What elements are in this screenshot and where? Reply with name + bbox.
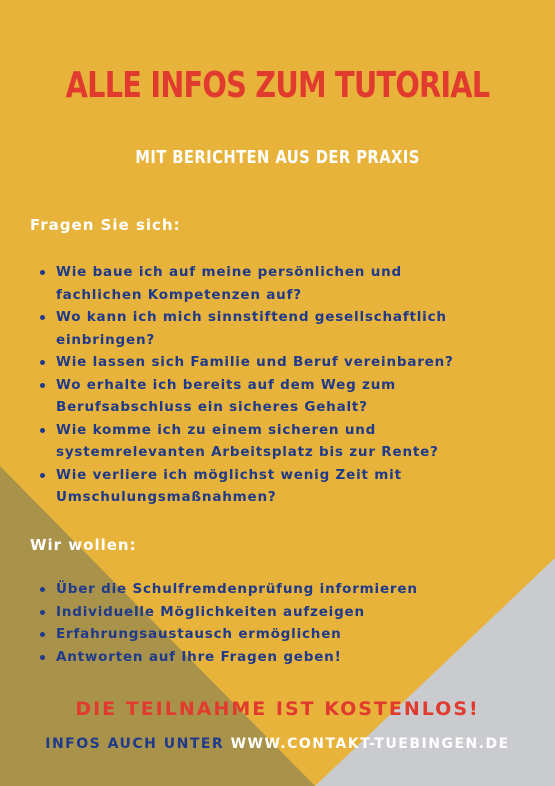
website-link[interactable]: WWW.CONTAKT-TUEBINGEN.DE <box>230 736 510 752</box>
list-item: Antworten auf Ihre Fragen geben! <box>38 646 543 669</box>
list-item: Über die Schulfremdenprüfung informieren <box>38 578 543 601</box>
list-item: Wo kann ich mich sinnstiftend gesellschaftlich einbringen? <box>38 306 543 351</box>
list-item: Wie baue ich auf meine persönlichen und fachlichen Kompetenzen auf? <box>38 261 543 306</box>
questions-list <box>38 261 543 509</box>
list-item: Wo erhalte ich bereits auf dem Weg zum Berufsabschluss ein sicheres Gehalt? <box>38 374 543 419</box>
goals-list <box>38 578 543 668</box>
page-subtitle: MIT BERICHTEN AUS DER PRAXIS <box>135 147 420 168</box>
questions-heading: Fragen Sie sich: <box>30 216 181 234</box>
list-item: Erfahrungsaustausch ermöglichen <box>38 623 543 646</box>
list-item: Wie lassen sich Familie und Beruf vereinbaren? <box>38 351 543 374</box>
infos-line <box>0 736 555 752</box>
infos-label: INFOS AUCH UNTER <box>45 736 225 752</box>
free-participation-banner: DIE TEILNAHME IST KOSTENLOS! <box>75 698 480 720</box>
goals-heading: Wir wollen: <box>30 536 137 554</box>
list-item: Individuelle Möglichkeiten aufzeigen <box>38 601 543 624</box>
list-item: Wie komme ich zu einem sicheren und systemrelevanten Arbeitsplatz bis zur Rente? <box>38 419 543 464</box>
list-item: Wie verliere ich möglichst wenig Zeit mit Umschulungsmaßnahmen? <box>38 464 543 509</box>
page-title: ALLE INFOS ZUM TUTORIAL <box>65 65 490 106</box>
